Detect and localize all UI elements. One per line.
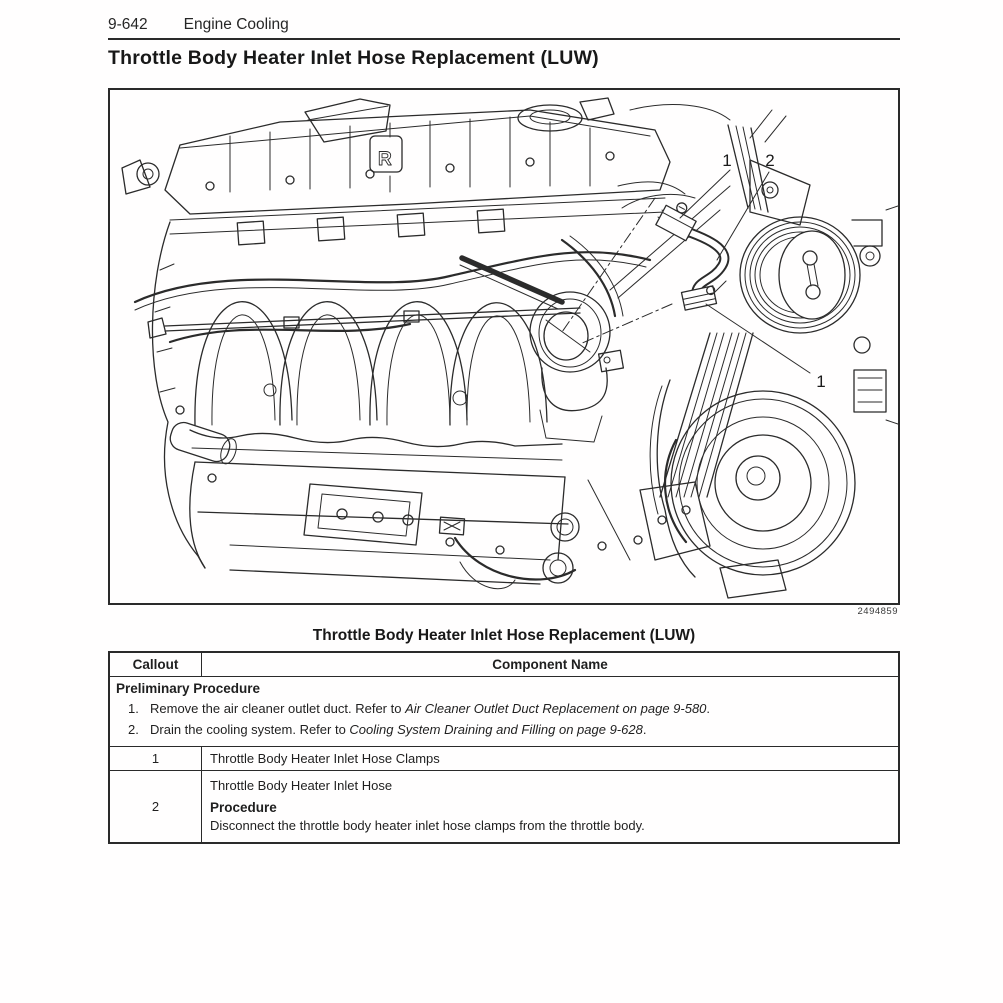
power-steering-pulley bbox=[728, 110, 860, 333]
callout-column-header: Callout bbox=[110, 653, 202, 676]
callout-table bbox=[108, 651, 900, 844]
step-number: 2. bbox=[128, 721, 139, 737]
preliminary-procedure-heading: Preliminary Procedure bbox=[116, 681, 261, 696]
running-header bbox=[108, 16, 900, 40]
cylinder-head bbox=[170, 186, 730, 298]
row-2-callout: 2 bbox=[110, 771, 202, 842]
cross-reference: Air Cleaner Outlet Duct Replacement on page 9-580 bbox=[405, 701, 707, 716]
timing-cover bbox=[460, 380, 786, 598]
locator-dashdot-lines bbox=[562, 198, 672, 344]
step-text-suffix: . bbox=[706, 701, 711, 716]
figure-frame bbox=[108, 88, 900, 605]
table-row-2 bbox=[110, 771, 898, 842]
step-number: 1. bbox=[128, 701, 139, 716]
drive-belt bbox=[660, 333, 753, 497]
preliminary-procedure-section bbox=[110, 677, 898, 747]
component-column-header: Component Name bbox=[492, 657, 608, 672]
cross-reference: Cooling System Draining and Filling on page 9-628 bbox=[349, 721, 643, 737]
alternator-edge bbox=[852, 206, 898, 424]
row-2-component: Throttle Body Heater Inlet Hose bbox=[210, 777, 393, 793]
step-text bbox=[150, 702, 890, 717]
preliminary-step-2 bbox=[116, 723, 890, 738]
callout-1-bottom-label: 1 bbox=[816, 372, 826, 391]
throttle-body bbox=[530, 292, 623, 442]
valve-cover bbox=[122, 98, 730, 214]
row-1-callout: 1 bbox=[110, 747, 202, 770]
row-2-procedure-heading: Procedure bbox=[210, 799, 277, 815]
step-text-plain: Remove the air cleaner outlet duct. Refer to bbox=[150, 701, 406, 716]
engine-marking-label: R bbox=[378, 149, 392, 170]
step-text-suffix: . bbox=[642, 721, 647, 737]
heater-inlet-hose bbox=[656, 196, 730, 310]
engine-block bbox=[190, 462, 642, 584]
row-1-component: Throttle Body Heater Inlet Hose Clamps bbox=[210, 750, 440, 766]
heater-pipe bbox=[460, 258, 562, 309]
engine-line-art bbox=[110, 90, 898, 603]
page-title: Throttle Body Heater Inlet Hose Replacement (LUW) bbox=[108, 47, 599, 69]
section-title: Engine Cooling bbox=[183, 16, 289, 33]
step-text bbox=[150, 723, 890, 738]
engine-assembly bbox=[122, 98, 898, 598]
row-2-procedure-text: Disconnect the throttle body heater inlet hose clamps from the throttle body. bbox=[210, 817, 645, 833]
page-number: 9-642 bbox=[108, 16, 148, 33]
callout-1-top-label: 1 bbox=[722, 151, 732, 170]
figure-id-number: 2494859 bbox=[857, 606, 898, 617]
table-row-1 bbox=[110, 747, 898, 771]
intake-manifold bbox=[190, 302, 562, 460]
preliminary-step-1 bbox=[116, 702, 890, 717]
callout-2-label: 2 bbox=[765, 151, 775, 170]
row-2-component-cell bbox=[202, 771, 898, 842]
table-header-row bbox=[110, 653, 898, 677]
table-title: Throttle Body Heater Inlet Hose Replacement (LUW) bbox=[312, 627, 696, 644]
step-text-plain: Drain the cooling system. Refer to bbox=[150, 721, 350, 737]
crankshaft-pulley bbox=[665, 391, 855, 575]
